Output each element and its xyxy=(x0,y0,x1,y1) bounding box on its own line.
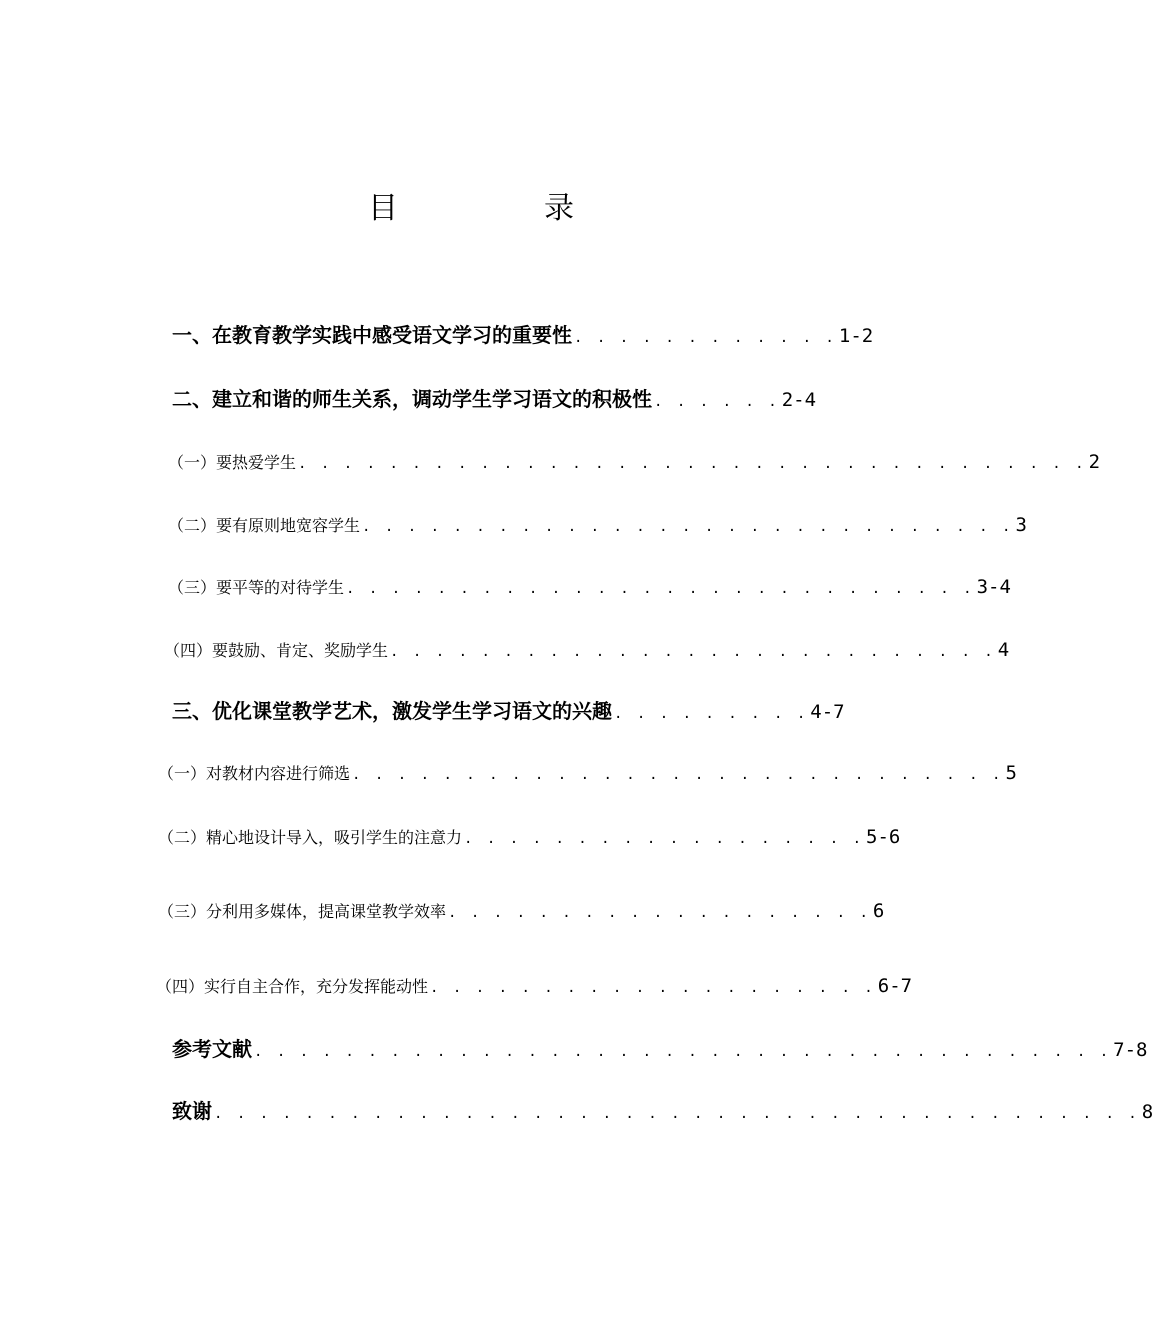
toc-leader-dots: . . . . . . . . . . . . . . . . . . . . . . . . . . . . . . . . . . . xyxy=(298,456,1087,472)
toc-leader-dots: . . . . . . xyxy=(654,394,780,410)
toc-entry-2-1[interactable] xyxy=(168,447,1101,477)
toc-entry-2-4[interactable] xyxy=(164,635,1010,665)
toc-entry-label: （一）对教材内容进行筛选 xyxy=(158,764,351,783)
toc-page-number: 5 xyxy=(1005,762,1017,784)
toc-leader-dots: . . . . . . . . . . . . . . . . . . . . . . . . . . . . . . . . . . . . . . xyxy=(254,1044,1112,1060)
toc-entry-2[interactable] xyxy=(172,384,817,414)
toc-entry-label: （三）分利用多媒体，提高课堂教学效率 xyxy=(158,902,447,921)
toc-page-number: 1-2 xyxy=(838,325,874,347)
toc-entry-3[interactable] xyxy=(172,696,845,726)
toc-leader-dots: . . . . . . . . . . . . . . . . . . . . . . . . . . . . . xyxy=(362,519,1014,535)
toc-leader-dots: . . . . . . . . . . . . . . . . . . . . . . . . . . . . . . . . . . . . . . . . . xyxy=(214,1106,1140,1122)
toc-entry-3-2[interactable] xyxy=(158,822,901,852)
toc-leader-dots: . . . . . . . . . . . . . . . . . . . . . . . . . . . . xyxy=(346,581,975,597)
toc-page-number: 6-7 xyxy=(877,975,913,997)
toc-entry-label: 参考文献 xyxy=(172,1037,252,1061)
toc-page-number: 7-8 xyxy=(1113,1039,1148,1061)
toc-page-number: 4 xyxy=(997,639,1010,661)
toc-entry-label: 一、在教育教学实践中感受语文学习的重要性 xyxy=(172,323,572,347)
toc-page-number: 8 xyxy=(1141,1101,1153,1123)
toc-entry-label: （四）实行自主合作，充分发挥能动性 xyxy=(156,977,429,996)
toc-page-number: 4-7 xyxy=(810,701,845,723)
toc-leader-dots: . . . . . . . . . . . . . . . . . . . . . . . . . . . . . xyxy=(352,767,1004,783)
toc-entry-3-3[interactable] xyxy=(158,896,885,926)
toc-entry-label: （二）要有原则地宽容学生 xyxy=(168,516,361,535)
toc-entry-acknowledgements[interactable] xyxy=(172,1096,1153,1126)
toc-entry-label: （三）要平等的对待学生 xyxy=(168,578,345,597)
toc-page-number: 3 xyxy=(1015,514,1027,536)
toc-entry-1[interactable] xyxy=(172,320,874,350)
toc-page-number: 3-4 xyxy=(976,576,1011,598)
toc-leader-dots: . . . . . . . . . . . . . . . . . . xyxy=(464,831,865,847)
toc-entry-label: 二、建立和谐的师生关系，调动学生学习语文的积极性 xyxy=(172,387,652,411)
toc-entry-2-2[interactable] xyxy=(168,510,1027,540)
toc-entry-3-1[interactable] xyxy=(158,758,1017,788)
toc-entry-label: 致谢 xyxy=(172,1099,212,1123)
toc-entry-label: （一）要热爱学生 xyxy=(168,453,297,472)
toc-page-number: 2-4 xyxy=(781,389,817,411)
toc-page-number: 2 xyxy=(1088,451,1101,473)
toc-page-number: 5-6 xyxy=(866,826,901,848)
toc-leader-dots: . . . . . . . . . . . . xyxy=(574,330,837,346)
toc-page-number: 6 xyxy=(872,900,885,922)
toc-entry-label: （二）精心地设计导入，吸引学生的注意力 xyxy=(158,828,463,847)
toc-entry-3-4[interactable] xyxy=(156,971,913,1001)
toc-leader-dots: . . . . . . . . . xyxy=(614,706,809,722)
toc-leader-dots: . . . . . . . . . . . . . . . . . . . xyxy=(448,905,871,921)
toc-leader-dots: . . . . . . . . . . . . . . . . . . . . xyxy=(430,980,876,996)
toc-entry-label: （四）要鼓励、肯定、奖励学生 xyxy=(164,641,389,660)
toc-entry-2-3[interactable] xyxy=(168,572,1011,602)
page-title: 目 录 xyxy=(368,191,632,226)
toc-leader-dots: . . . . . . . . . . . . . . . . . . . . . . . . . . . xyxy=(390,644,996,660)
toc-entry-label: 三、优化课堂教学艺术，激发学生学习语文的兴趣 xyxy=(172,699,612,723)
toc-entry-references[interactable] xyxy=(172,1034,1148,1064)
